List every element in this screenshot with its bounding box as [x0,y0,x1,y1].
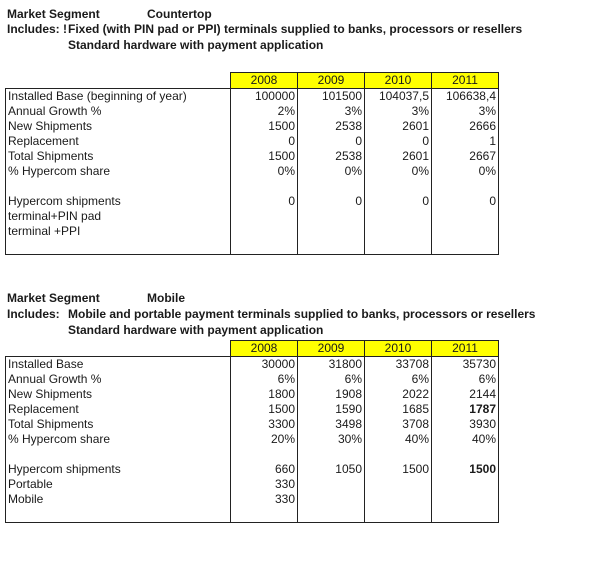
cell-value: 3708 [365,417,432,432]
row-label: % Hypercom share [6,164,231,179]
cell-value [298,239,365,255]
cell-value: 3498 [298,417,365,432]
cell-value: 31800 [298,357,365,373]
cell-value: 2601 [365,119,432,134]
table-row [6,209,499,224]
cell-value [298,492,365,507]
cell-value: 0 [298,134,365,149]
cell-value: 2666 [432,119,499,134]
cell-value [231,224,298,239]
table-row [6,164,499,179]
cell-value: 3% [432,104,499,119]
cell-value: 30000 [231,357,298,373]
cell-value: 660 [231,462,298,477]
cell-value: 6% [432,372,499,387]
cell-value [298,179,365,194]
table-row [6,194,499,209]
row-label [6,239,231,255]
cell-value: 1685 [365,402,432,417]
table-row [6,507,499,523]
cell-value: 106638,4 [432,89,499,105]
row-label: terminal +PPI [6,224,231,239]
year-header: 2008 [231,341,298,357]
cell-value: 3930 [432,417,499,432]
table-row [6,134,499,149]
cell-value [365,492,432,507]
table-row [6,492,499,507]
cell-value: 40% [365,432,432,447]
cell-value [231,179,298,194]
cell-value: 1 [432,134,499,149]
cell-value [432,224,499,239]
year-header: 2009 [298,73,365,89]
cell-value: 0% [365,164,432,179]
cell-value: 101500 [298,89,365,105]
cell-value [298,447,365,462]
year-header-row [6,341,499,357]
cell-value: 0% [231,164,298,179]
row-label: Total Shipments [6,149,231,164]
cell-value [298,507,365,523]
includes-label: Includes: [7,307,60,321]
cell-value: 0% [432,164,499,179]
cell-value: 2667 [432,149,499,164]
row-label: Installed Base [6,357,231,373]
cell-value: 2601 [365,149,432,164]
row-label: Replacement [6,134,231,149]
segment-label: Market Segment [7,7,100,21]
cell-value: 2% [231,104,298,119]
table-row [6,89,499,105]
cell-value: 330 [231,477,298,492]
segment-label: Market Segment [7,291,100,305]
cell-value: 0% [298,164,365,179]
countertop-table [5,72,499,255]
row-label: Portable [6,477,231,492]
table-row [6,387,499,402]
cell-value [298,224,365,239]
cell-value: 35730 [432,357,499,373]
cell-value: 3% [365,104,432,119]
includes-line-mobile [7,307,536,321]
cell-value: 1500 [365,462,432,477]
cell-value [365,224,432,239]
cell-value: 1800 [231,387,298,402]
cell-value: 104037,5 [365,89,432,105]
row-label: Replacement [6,402,231,417]
row-label: Mobile [6,492,231,507]
row-label: terminal+PIN pad [6,209,231,224]
cell-value: 0 [231,134,298,149]
cell-value [231,447,298,462]
year-header: 2010 [365,73,432,89]
cell-value [432,492,499,507]
cell-value: 1500 [231,402,298,417]
header-blank [6,73,231,89]
cell-value: 1908 [298,387,365,402]
row-label: Hypercom shipments [6,194,231,209]
cell-value: 100000 [231,89,298,105]
cell-value [365,447,432,462]
cell-value [365,179,432,194]
row-label: Annual Growth % [6,104,231,119]
cell-value: 3300 [231,417,298,432]
cell-value [365,239,432,255]
row-label [6,179,231,194]
cell-value [432,477,499,492]
cell-value: 6% [298,372,365,387]
table-row [6,239,499,255]
cell-value: 330 [231,492,298,507]
cell-value [365,507,432,523]
cell-value [432,239,499,255]
table-row [6,462,499,477]
table-row [6,417,499,432]
cell-value [231,239,298,255]
segment-header-countertop [7,7,212,21]
row-label: Total Shipments [6,417,231,432]
table-row [6,224,499,239]
row-label: % Hypercom share [6,432,231,447]
table-row [6,477,499,492]
cell-value [432,179,499,194]
cell-value: 1050 [298,462,365,477]
cell-value [298,477,365,492]
table-row [6,179,499,194]
year-header: 2011 [432,73,499,89]
cell-value: 2022 [365,387,432,402]
includes-sub-countertop: Standard hardware with payment application [68,38,324,52]
cell-value: 6% [365,372,432,387]
cell-value [365,209,432,224]
cell-value: 1500 [231,149,298,164]
segment-header-mobile [7,291,185,305]
cell-value: 1787 [432,402,499,417]
row-label: New Shipments [6,387,231,402]
includes-sub-mobile: Standard hardware with payment application [68,323,324,337]
table-row [6,104,499,119]
row-label: Annual Growth % [6,372,231,387]
cell-value: 0 [365,194,432,209]
table-row [6,432,499,447]
year-header: 2009 [298,341,365,357]
segment-value: Countertop [147,7,212,21]
table-row [6,402,499,417]
year-header: 2010 [365,341,432,357]
includes-text: Mobile and portable payment terminals supplied to banks, processors or resellers [68,307,536,321]
year-header: 2008 [231,73,298,89]
row-label [6,507,231,523]
cell-value [432,209,499,224]
cell-value [231,507,298,523]
cell-value [432,507,499,523]
cell-value: 1590 [298,402,365,417]
cell-value: 6% [231,372,298,387]
cell-value [365,477,432,492]
cell-value: 0 [298,194,365,209]
cell-value: 2144 [432,387,499,402]
includes-label: Includes: ! [7,22,68,36]
header-blank [6,341,231,357]
row-label: Installed Base (beginning of year) [6,89,231,105]
table-row [6,447,499,462]
cell-value: 2538 [298,149,365,164]
cell-value: 1500 [432,462,499,477]
cell-value: 1500 [231,119,298,134]
cell-value: 0 [365,134,432,149]
cell-value: 0 [432,194,499,209]
includes-line-countertop [7,22,523,36]
cell-value: 40% [432,432,499,447]
mobile-table [5,340,499,523]
cell-value: 3% [298,104,365,119]
includes-text: Fixed (with PIN pad or PPI) terminals supplied to banks, processors or resellers [68,22,523,36]
table-row [6,372,499,387]
cell-value [298,209,365,224]
segment-value: Mobile [147,291,185,305]
row-label: New Shipments [6,119,231,134]
cell-value: 0 [231,194,298,209]
row-label: Hypercom shipments [6,462,231,477]
cell-value [231,209,298,224]
table-row [6,119,499,134]
row-label [6,447,231,462]
cell-value [432,447,499,462]
year-header-row [6,73,499,89]
year-header: 2011 [432,341,499,357]
cell-value: 2538 [298,119,365,134]
table-row [6,357,499,373]
cell-value: 30% [298,432,365,447]
table-row [6,149,499,164]
cell-value: 33708 [365,357,432,373]
cell-value: 20% [231,432,298,447]
